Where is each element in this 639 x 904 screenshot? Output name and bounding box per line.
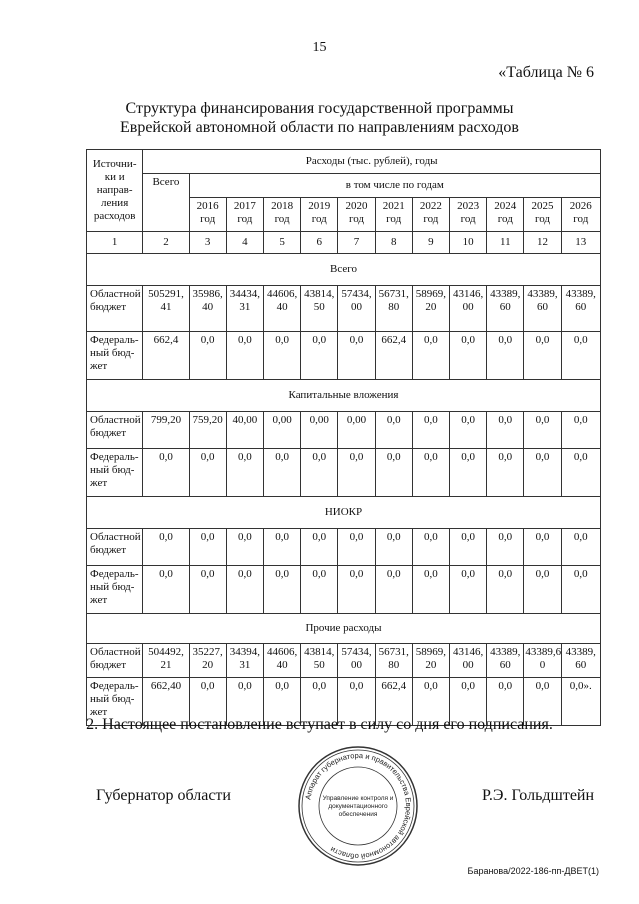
source-cell: Областной бюджет: [87, 644, 143, 678]
year-header: 2017 год: [226, 198, 263, 232]
title-line: Структура финансирования государственной программы: [125, 100, 514, 117]
value-cell: 44606, 40: [263, 286, 300, 332]
year-header: 2021 год: [375, 198, 412, 232]
value-cell: 0,0: [412, 529, 449, 566]
value-cell: 0,0: [561, 529, 600, 566]
year-header: 2020 год: [338, 198, 375, 232]
value-cell: 0,00: [338, 412, 375, 449]
value-cell: 35986, 40: [189, 286, 226, 332]
value-cell: 0,0: [487, 449, 524, 497]
value-cell: 0,0: [412, 332, 449, 380]
table-label: «Таблица № 6: [498, 64, 594, 81]
value-cell: 0,0: [375, 412, 412, 449]
value-cell: 0,0: [450, 332, 487, 380]
year-header: 2026 год: [561, 198, 600, 232]
value-cell: 34434, 31: [226, 286, 263, 332]
column-number: 8: [375, 232, 412, 254]
value-cell: 0,0: [487, 529, 524, 566]
value-cell: 56731, 80: [375, 644, 412, 678]
value-cell: 0,00: [263, 412, 300, 449]
value-cell: 504492, 21: [143, 644, 189, 678]
value-cell: 0,0: [338, 678, 375, 726]
value-cell: 0,0: [263, 566, 300, 614]
column-number: 3: [189, 232, 226, 254]
table-row: [87, 286, 601, 332]
svg-text:обеспечения: обеспечения: [338, 811, 378, 818]
value-cell: 0,0: [189, 332, 226, 380]
value-cell: 43389, 60: [561, 286, 600, 332]
value-cell: 40,00: [226, 412, 263, 449]
value-cell: 0,0: [143, 566, 189, 614]
value-cell: 43389, 60: [561, 644, 600, 678]
table-title: [0, 99, 639, 137]
value-cell: 0,0: [189, 449, 226, 497]
value-cell: 43389, 60: [524, 286, 561, 332]
table-row: [87, 529, 601, 566]
value-cell: 0,0: [226, 449, 263, 497]
value-cell: 662,4: [375, 332, 412, 380]
value-cell: 0,0: [263, 449, 300, 497]
value-cell: 0,0: [263, 529, 300, 566]
section-title: Капитальные вложения: [87, 380, 601, 412]
source-cell: Федераль-ный бюд-жет: [87, 449, 143, 497]
source-cell: Областной бюджет: [87, 412, 143, 449]
value-cell: 0,0: [189, 566, 226, 614]
value-cell: 0,0: [301, 529, 338, 566]
value-cell: 0,0: [450, 566, 487, 614]
column-number: 7: [338, 232, 375, 254]
column-number: 2: [143, 232, 189, 254]
value-cell: 0,0: [487, 412, 524, 449]
value-cell: 662,4: [143, 332, 189, 380]
value-cell: 662,4: [375, 678, 412, 726]
value-cell: 0,0: [143, 449, 189, 497]
section-title: Прочие расходы: [87, 614, 601, 644]
value-cell: 0,0: [338, 449, 375, 497]
value-cell: 34394, 31: [226, 644, 263, 678]
value-cell: 0,0: [143, 529, 189, 566]
source-cell: Федераль-ный бюд-жет: [87, 332, 143, 380]
document-reference: Баранова/2022-186-пп-ДВЕТ(1): [467, 866, 599, 876]
value-cell: 0,0: [338, 529, 375, 566]
value-cell: 43389, 60: [487, 286, 524, 332]
title-line: Еврейской автономной области по направлениям расходов: [120, 119, 519, 136]
official-seal: [297, 745, 419, 867]
value-cell: 0,0: [226, 332, 263, 380]
column-number: 4: [226, 232, 263, 254]
value-cell: 0,0: [524, 566, 561, 614]
year-header: 2025 год: [524, 198, 561, 232]
value-cell: 0,0: [189, 529, 226, 566]
year-header: 2023 год: [450, 198, 487, 232]
value-cell: 0,0: [487, 678, 524, 726]
table-row: [87, 566, 601, 614]
value-cell: 57434, 00: [338, 286, 375, 332]
header-total: Всего: [143, 174, 189, 232]
value-cell: 44606, 40: [263, 644, 300, 678]
statement-text: 2. Настоящее постановление вступает в силу со дня его подписания.: [86, 716, 553, 733]
value-cell: 799,20: [143, 412, 189, 449]
value-cell: 0,0: [301, 449, 338, 497]
value-cell: 57434, 00: [338, 644, 375, 678]
column-number: 5: [263, 232, 300, 254]
value-cell: 0,0: [226, 529, 263, 566]
table-row: [87, 644, 601, 678]
value-cell: 0,0: [338, 332, 375, 380]
value-cell: 43389,6 0: [524, 644, 561, 678]
value-cell: 0,0: [412, 678, 449, 726]
value-cell: 0,0: [524, 332, 561, 380]
year-header: 2016 год: [189, 198, 226, 232]
value-cell: 0,0: [375, 529, 412, 566]
value-cell: 0,0: [450, 678, 487, 726]
value-cell: 58969, 20: [412, 286, 449, 332]
value-cell: 0,0: [412, 566, 449, 614]
value-cell: 0,0: [375, 566, 412, 614]
column-number: 11: [487, 232, 524, 254]
source-cell: Федераль-ный бюд-жет: [87, 566, 143, 614]
value-cell: 0,00: [301, 412, 338, 449]
value-cell: 0,0: [301, 678, 338, 726]
value-cell: 43814, 50: [301, 644, 338, 678]
column-number: 12: [524, 232, 561, 254]
value-cell: 43389, 60: [487, 644, 524, 678]
value-cell: 0,0: [301, 332, 338, 380]
section-title: Всего: [87, 254, 601, 286]
financing-table: [86, 149, 601, 726]
governor-title: Губернатор области: [96, 787, 231, 804]
year-header: 2022 год: [412, 198, 449, 232]
column-number: 9: [412, 232, 449, 254]
svg-text:Управление контроля и: Управление контроля и: [322, 795, 394, 802]
value-cell: 0,0: [561, 449, 600, 497]
value-cell: 0,0: [450, 412, 487, 449]
value-cell: 0,0: [189, 678, 226, 726]
value-cell: 43146, 00: [450, 286, 487, 332]
value-cell: 0,0: [561, 412, 600, 449]
source-cell: Федераль-ный бюд-жет: [87, 678, 143, 726]
value-cell: 0,0: [338, 566, 375, 614]
value-cell: 0,0: [487, 566, 524, 614]
value-cell: 0,0: [524, 449, 561, 497]
value-cell: 0,0: [412, 412, 449, 449]
source-cell: Областной бюджет: [87, 529, 143, 566]
table-row: [87, 332, 601, 380]
year-header: 2019 год: [301, 198, 338, 232]
value-cell: 35227, 20: [189, 644, 226, 678]
column-number: 6: [301, 232, 338, 254]
table-row: [87, 449, 601, 497]
source-cell: Областной бюджет: [87, 286, 143, 332]
value-cell: 58969, 20: [412, 644, 449, 678]
value-cell: 0,0: [561, 566, 600, 614]
value-cell: 0,0: [524, 412, 561, 449]
value-cell: 0,0: [263, 332, 300, 380]
value-cell: 0,0: [226, 678, 263, 726]
value-cell: 0,0: [524, 529, 561, 566]
value-cell: 0,0: [412, 449, 449, 497]
header-source: Источни-ки и направ-ления расходов: [87, 150, 143, 232]
svg-text:Аппарат губернатора и правител: Аппарат губернатора и правительства Еврейской автономной области: [303, 750, 414, 862]
value-cell: 662,40: [143, 678, 189, 726]
value-cell: 0,0: [375, 449, 412, 497]
value-cell: 759,20: [189, 412, 226, 449]
column-number: 13: [561, 232, 600, 254]
column-number: 1: [87, 232, 143, 254]
page-number: 15: [312, 40, 327, 55]
year-header: 2018 год: [263, 198, 300, 232]
table-row: [87, 412, 601, 449]
svg-text:документационного: документационного: [328, 803, 388, 810]
section-title: НИОКР: [87, 497, 601, 529]
column-number: 10: [450, 232, 487, 254]
value-cell: 0,0: [450, 529, 487, 566]
value-cell: 56731, 80: [375, 286, 412, 332]
value-cell: 0,0: [301, 566, 338, 614]
value-cell: 0,0: [263, 678, 300, 726]
header-by-year: в том числе по годам: [189, 174, 600, 198]
value-cell: 505291, 41: [143, 286, 189, 332]
header-expenses: Расходы (тыс. рублей), годы: [143, 150, 601, 174]
value-cell: 43814, 50: [301, 286, 338, 332]
value-cell: 0,0».: [561, 678, 600, 726]
value-cell: 0,0: [226, 566, 263, 614]
value-cell: 0,0: [561, 332, 600, 380]
value-cell: 0,0: [487, 332, 524, 380]
year-header: 2024 год: [487, 198, 524, 232]
value-cell: 43146, 00: [450, 644, 487, 678]
governor-name: Р.Э. Гольдштейн: [482, 787, 595, 804]
value-cell: 0,0: [450, 449, 487, 497]
value-cell: 0,0: [524, 678, 561, 726]
